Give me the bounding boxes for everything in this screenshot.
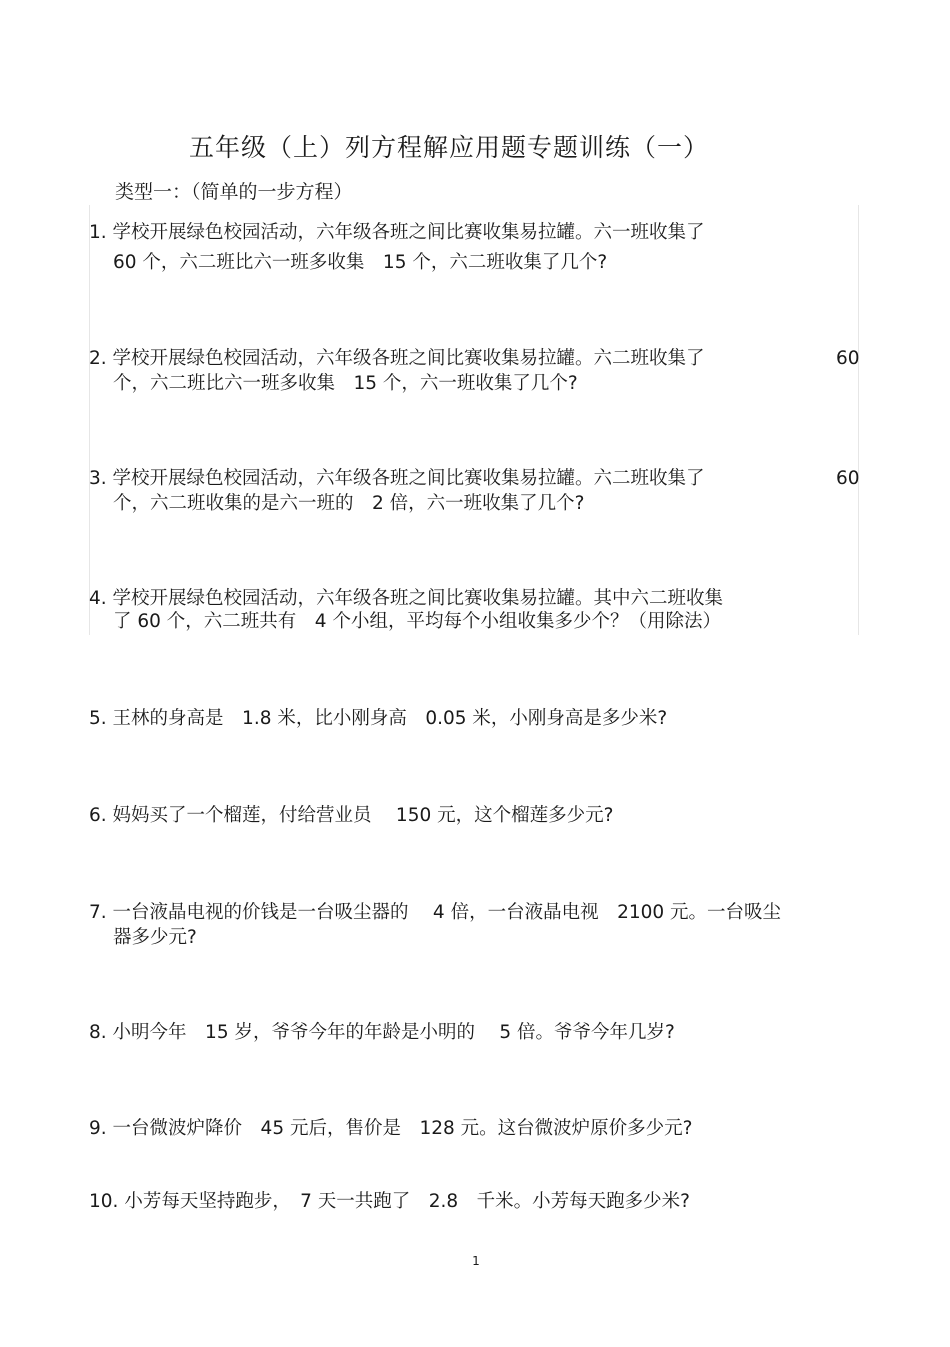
problem-6 bbox=[89, 803, 613, 829]
problem-text: 一台微波炉降价 45 元后，售价是 128 元。这台微波炉原价多少元? bbox=[112, 1118, 693, 1139]
problem-1-line-1 bbox=[89, 220, 705, 246]
problem-3-trailing-number: 60 bbox=[836, 468, 860, 489]
left-margin-line bbox=[89, 205, 90, 635]
problem-text: 学校开展绿色校园活动，六年级各班之间比赛收集易拉罐。其中六二班收集 bbox=[112, 588, 724, 609]
problem-3-line-2: 个，六二班收集的是六一班的 2 倍，六一班收集了几个? bbox=[113, 493, 585, 514]
problem-7-line-1 bbox=[89, 900, 781, 926]
problem-text: 王林的身高是 1.8 米，比小刚身高 0.05 米，小刚身高是多少米? bbox=[112, 708, 668, 729]
page-title: 五年级（上）列方程解应用题专题训练（一） bbox=[188, 133, 709, 162]
problem-2-line-1 bbox=[89, 346, 705, 372]
problem-4-line-2: 了 60 个，六二班共有 4 个小组，平均每个小组收集多少个？（用除法） bbox=[113, 611, 721, 632]
problem-text: 妈妈买了一个榴莲，付给营业员 150 元，这个榴莲多少元? bbox=[112, 805, 614, 826]
page-number: 1 bbox=[472, 1254, 480, 1268]
problem-number: 9. bbox=[89, 1118, 107, 1139]
right-margin-line bbox=[858, 205, 859, 635]
problem-2-line-2: 个，六二班比六一班多收集 15 个，六一班收集了几个? bbox=[113, 373, 578, 394]
problem-number: 10. bbox=[89, 1191, 119, 1212]
problem-number: 1. bbox=[89, 222, 107, 243]
problem-text: 一台液晶电视的价钱是一台吸尘器的 4 倍，一台液晶电视 2100 元。一台吸尘 bbox=[112, 902, 782, 923]
problem-10 bbox=[89, 1189, 690, 1215]
problem-text: 小明今年 15 岁，爷爷今年的年龄是小明的 5 倍。爷爷今年几岁? bbox=[112, 1022, 675, 1043]
problem-text: 学校开展绿色校园活动，六年级各班之间比赛收集易拉罐。六二班收集了 bbox=[112, 468, 705, 489]
problem-text: 学校开展绿色校园活动，六年级各班之间比赛收集易拉罐。六一班收集了 bbox=[112, 222, 705, 243]
problem-number: 2. bbox=[89, 348, 107, 369]
problem-5 bbox=[89, 706, 667, 732]
problem-3-line-1 bbox=[89, 466, 705, 492]
section-heading: 类型一：（简单的一步方程） bbox=[115, 181, 353, 203]
problem-7-line-2: 器多少元? bbox=[113, 927, 197, 948]
problem-text: 学校开展绿色校园活动，六年级各班之间比赛收集易拉罐。六二班收集了 bbox=[112, 348, 705, 369]
problem-8 bbox=[89, 1020, 675, 1046]
problem-number: 8. bbox=[89, 1022, 107, 1043]
problem-number: 4. bbox=[89, 588, 107, 609]
problem-1-line-2: 60 个，六二班比六一班多收集 15 个，六二班收集了几个? bbox=[113, 252, 608, 273]
problem-text: 小芳每天坚持跑步， 7 天一共跑了 2.8 千米。小芳每天跑多少米? bbox=[124, 1191, 690, 1212]
problem-number: 3. bbox=[89, 468, 107, 489]
problem-number: 7. bbox=[89, 902, 107, 923]
problem-number: 6. bbox=[89, 805, 107, 826]
problem-number: 5. bbox=[89, 708, 107, 729]
problem-2-trailing-number: 60 bbox=[836, 348, 860, 369]
problem-9 bbox=[89, 1116, 692, 1142]
